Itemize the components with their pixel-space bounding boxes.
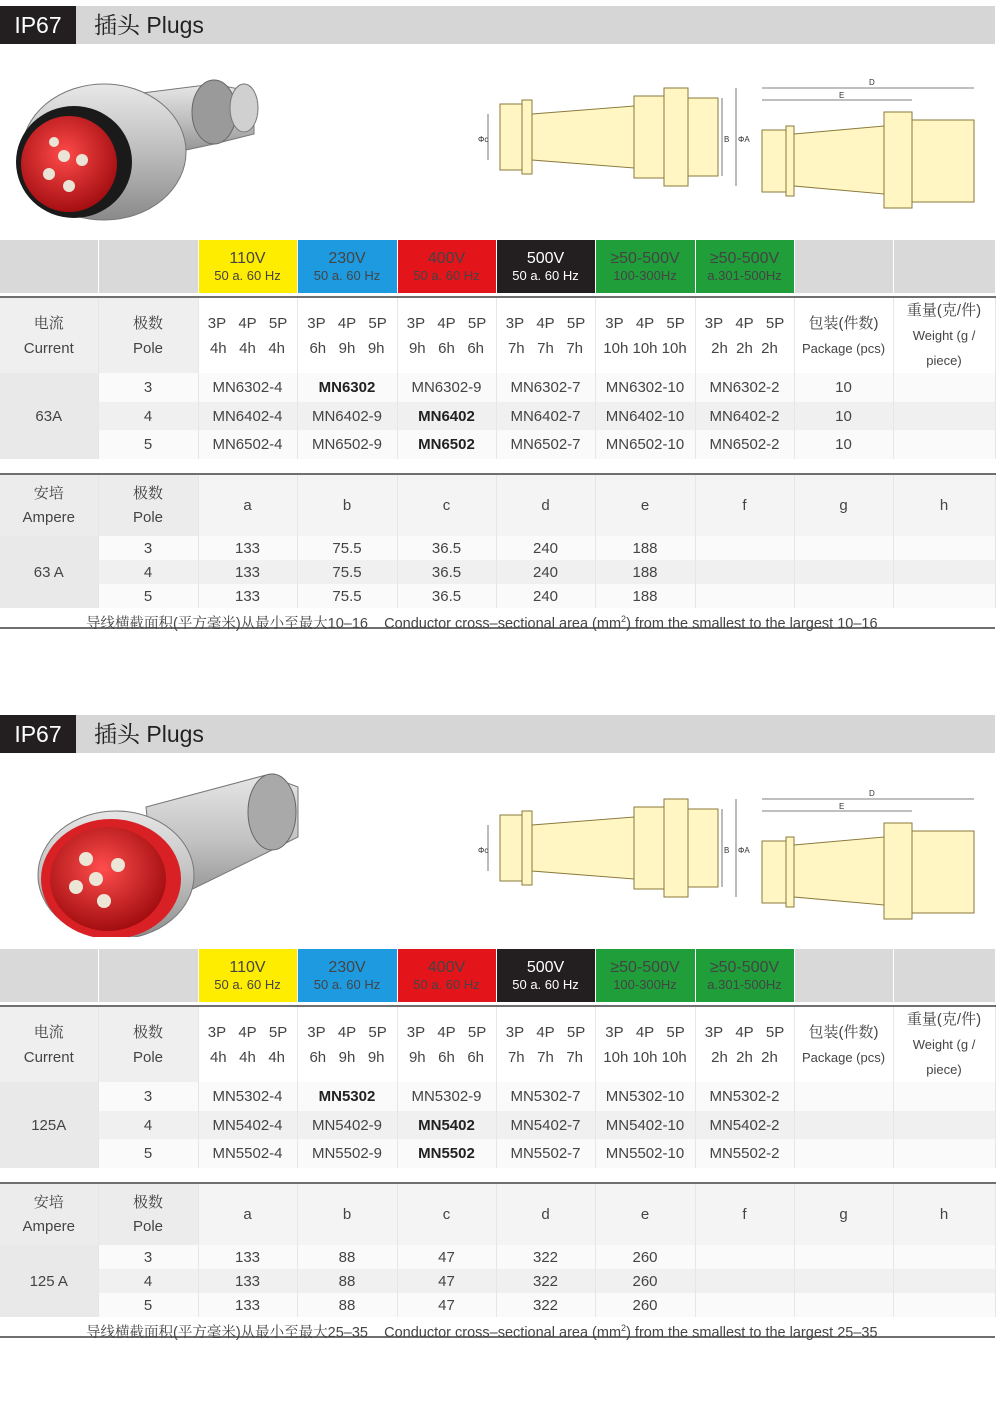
- voltage-230v: 230V 50 a. 60 Hz: [297, 240, 397, 293]
- current-cell: 63A: [0, 373, 98, 459]
- ip-rating-badge: IP67: [0, 715, 76, 753]
- col-header-a: a: [198, 474, 297, 536]
- product-code-cell: MN5402-2: [695, 1111, 794, 1140]
- product-code-table: [0, 296, 996, 459]
- pole-cell: 4: [98, 1111, 198, 1140]
- section-title: 插头 Plugs: [94, 721, 204, 747]
- table-row: [0, 536, 995, 560]
- product-code-cell: MN5502-9: [297, 1139, 397, 1168]
- voltage-400v: 400V 50 a. 60 Hz: [397, 240, 496, 293]
- voltage-50-500v-low: ≥50-500V 100-300Hz: [595, 240, 695, 293]
- voltage-50-500v-low: ≥50-500V 100-300Hz: [595, 949, 695, 1002]
- product-code-cell: MN5302-7: [496, 1082, 595, 1111]
- col-header-g: g: [794, 1183, 893, 1245]
- volt-blank-cell: [893, 240, 995, 293]
- product-code-cell: MN5502-4: [198, 1139, 297, 1168]
- pole-cell: 4: [98, 560, 198, 584]
- product-code-cell: MN5402-9: [297, 1111, 397, 1140]
- col-header-group: 3P 4P 5P 9h 6h 6h: [397, 1006, 496, 1082]
- dimension-value-cell: [794, 1269, 893, 1293]
- pole-cell: 5: [98, 1139, 198, 1168]
- weight-cell: [893, 430, 995, 459]
- conductor-footnote: 导线横截面积(平方毫米)从最小至最大25–35 Conductor cross–sectional area $(mm^2)$ from the smallest to the largest 25–35: [0, 1318, 995, 1338]
- col-header-f: f: [695, 1183, 794, 1245]
- dimension-value-cell: [695, 584, 794, 608]
- col-header-pole: 极数 Pole: [98, 1006, 198, 1082]
- col-header-group: 3P 4P 5P 4h 4h 4h: [198, 297, 297, 373]
- plug-photo: [14, 64, 264, 224]
- volt-blank-cell: [98, 949, 198, 1002]
- product-code-cell: MN5402-7: [496, 1111, 595, 1140]
- dimension-value-cell: [893, 1245, 995, 1269]
- table-row: [0, 1245, 995, 1269]
- col-header-d: d: [496, 1183, 595, 1245]
- dimension-value-cell: [794, 1293, 893, 1317]
- voltage-color-table: [0, 240, 996, 293]
- dimension-value-cell: [794, 536, 893, 560]
- dimension-value-cell: [794, 584, 893, 608]
- dimension-value-cell: 188: [595, 536, 695, 560]
- dimension-drawing: [474, 74, 984, 224]
- current-cell: 125A: [0, 1082, 98, 1168]
- dimension-value-cell: [893, 584, 995, 608]
- dimension-value-cell: 36.5: [397, 536, 496, 560]
- product-code-cell: MN5402-10: [595, 1111, 695, 1140]
- product-code-cell: MN6502: [397, 430, 496, 459]
- pole-cell: 5: [98, 584, 198, 608]
- dimension-value-cell: 47: [397, 1245, 496, 1269]
- dimension-value-cell: 75.5: [297, 584, 397, 608]
- col-header-c: c: [397, 1183, 496, 1245]
- col-header-group: 3P 4P 5P 7h 7h 7h: [496, 297, 595, 373]
- product-code-cell: MN5502-7: [496, 1139, 595, 1168]
- pole-cell: 5: [98, 1293, 198, 1317]
- volt-blank-cell: [0, 240, 98, 293]
- ampere-cell: 125 A: [0, 1245, 98, 1317]
- col-header-e: e: [595, 474, 695, 536]
- package-cell: 10: [794, 402, 893, 431]
- dimension-value-cell: 133: [198, 584, 297, 608]
- pole-cell: 3: [98, 1082, 198, 1111]
- product-section-63a: [0, 0, 1000, 700]
- drawing-label-d: D: [869, 78, 875, 87]
- drawing-label-a: ΦA: [738, 135, 750, 144]
- dimension-value-cell: 133: [198, 1293, 297, 1317]
- drawing-label-b: B: [724, 135, 730, 144]
- voltage-500v: 500V 50 a. 60 Hz: [496, 949, 595, 1002]
- package-cell: [794, 1111, 893, 1140]
- col-header-group: 3P 4P 5P 2h 2h 2h: [695, 297, 794, 373]
- volt-blank-cell: [98, 240, 198, 293]
- table-row: [0, 1139, 995, 1168]
- drawing-label-e: E: [839, 802, 845, 811]
- product-code-cell: MN6302-10: [595, 373, 695, 402]
- col-header-group: 3P 4P 5P 2h 2h 2h: [695, 1006, 794, 1082]
- dimension-value-cell: [695, 536, 794, 560]
- dimension-value-cell: [695, 1245, 794, 1269]
- col-header-b: b: [297, 1183, 397, 1245]
- col-header-f: f: [695, 474, 794, 536]
- dimension-value-cell: 75.5: [297, 560, 397, 584]
- dimension-value-cell: 88: [297, 1269, 397, 1293]
- dimension-value-cell: 88: [297, 1293, 397, 1317]
- dimension-value-cell: 133: [198, 560, 297, 584]
- product-code-cell: MN6402-9: [297, 402, 397, 431]
- table-row: [0, 402, 995, 431]
- dimension-drawing: [474, 785, 984, 935]
- col-header-pole: 极数 Pole: [98, 1183, 198, 1245]
- product-code-cell: MN5302-10: [595, 1082, 695, 1111]
- col-header-group: 3P 4P 5P 10h 10h 10h: [595, 1006, 695, 1082]
- dimension-value-cell: 36.5: [397, 584, 496, 608]
- col-header-current: 电流 Current: [0, 1006, 98, 1082]
- product-code-cell: MN6502-4: [198, 430, 297, 459]
- dimension-value-cell: [794, 1245, 893, 1269]
- section-title: 插头 Plugs: [94, 12, 204, 38]
- product-code-cell: MN5302-9: [397, 1082, 496, 1111]
- voltage-50-500v-high: ≥50-500V a.301-500Hz: [695, 949, 794, 1002]
- weight-cell: [893, 1139, 995, 1168]
- dimension-table: [0, 1182, 996, 1317]
- voltage-400v: 400V 50 a. 60 Hz: [397, 949, 496, 1002]
- package-cell: 10: [794, 430, 893, 459]
- dimension-value-cell: 322: [496, 1269, 595, 1293]
- dimension-value-cell: 260: [595, 1269, 695, 1293]
- dimension-value-cell: 133: [198, 536, 297, 560]
- voltage-110v: 110V 50 a. 60 Hz: [198, 240, 297, 293]
- voltage-color-table: [0, 949, 996, 1002]
- product-code-cell: MN6302-2: [695, 373, 794, 402]
- col-header-group: 3P 4P 5P 6h 9h 9h: [297, 1006, 397, 1082]
- dimension-value-cell: 322: [496, 1245, 595, 1269]
- voltage-500v: 500V 50 a. 60 Hz: [496, 240, 595, 293]
- voltage-110v: 110V 50 a. 60 Hz: [198, 949, 297, 1002]
- dimension-value-cell: 260: [595, 1293, 695, 1317]
- weight-cell: [893, 402, 995, 431]
- table-row: [0, 1293, 995, 1317]
- weight-cell: [893, 373, 995, 402]
- dimension-value-cell: 240: [496, 584, 595, 608]
- dimension-value-cell: 133: [198, 1245, 297, 1269]
- dimension-value-cell: 240: [496, 560, 595, 584]
- pole-cell: 5: [98, 430, 198, 459]
- table-row: [0, 430, 995, 459]
- pole-cell: 3: [98, 1245, 198, 1269]
- product-code-cell: MN6502-9: [297, 430, 397, 459]
- product-code-cell: MN5502-2: [695, 1139, 794, 1168]
- dimension-value-cell: [893, 560, 995, 584]
- volt-blank-cell: [794, 949, 893, 1002]
- col-header-b: b: [297, 474, 397, 536]
- col-header-group: 3P 4P 5P 6h 9h 9h: [297, 297, 397, 373]
- col-header-g: g: [794, 474, 893, 536]
- table-row: [0, 1111, 995, 1140]
- product-code-cell: MN6402-4: [198, 402, 297, 431]
- dimension-value-cell: 75.5: [297, 536, 397, 560]
- pole-cell: 4: [98, 1269, 198, 1293]
- dimension-value-cell: 36.5: [397, 560, 496, 584]
- product-code-cell: MN6402: [397, 402, 496, 431]
- drawing-label-d: D: [869, 789, 875, 798]
- table-row: [0, 584, 995, 608]
- drawing-label-b: B: [724, 846, 730, 855]
- product-code-cell: MN6502-10: [595, 430, 695, 459]
- dimension-value-cell: [695, 1269, 794, 1293]
- dimension-value-cell: [695, 560, 794, 584]
- conductor-footnote: 导线横截面积(平方毫米)从最小至最大10–16 Conductor cross–sectional area $(mm^2)$ from the smallest to the largest 10–16: [0, 609, 995, 629]
- plug-photo: [36, 767, 306, 937]
- product-code-cell: MN6502-7: [496, 430, 595, 459]
- volt-blank-cell: [893, 949, 995, 1002]
- product-code-cell: MN6302-7: [496, 373, 595, 402]
- section-header: [0, 715, 995, 753]
- product-code-cell: MN6302-4: [198, 373, 297, 402]
- col-header-h: h: [893, 1183, 995, 1245]
- col-header-a: a: [198, 1183, 297, 1245]
- product-code-cell: MN6402-7: [496, 402, 595, 431]
- package-cell: [794, 1139, 893, 1168]
- product-code-cell: MN6302-9: [397, 373, 496, 402]
- table-row: [0, 373, 995, 402]
- product-code-cell: MN6302: [297, 373, 397, 402]
- col-header-ampere: 安培 Ampere: [0, 1183, 98, 1245]
- dimension-value-cell: 133: [198, 1269, 297, 1293]
- dimension-value-cell: 260: [595, 1245, 695, 1269]
- table-row: [0, 560, 995, 584]
- weight-cell: [893, 1111, 995, 1140]
- dimension-value-cell: [893, 1269, 995, 1293]
- product-code-cell: MN5302-4: [198, 1082, 297, 1111]
- product-section-125a: [0, 709, 1000, 1409]
- table-row: [0, 1269, 995, 1293]
- col-header-group: 3P 4P 5P 7h 7h 7h: [496, 1006, 595, 1082]
- ip-rating-badge: IP67: [0, 6, 76, 44]
- dimension-value-cell: 188: [595, 560, 695, 584]
- product-code-cell: MN5402: [397, 1111, 496, 1140]
- dimension-value-cell: 322: [496, 1293, 595, 1317]
- dimension-value-cell: 188: [595, 584, 695, 608]
- product-code-cell: MN5302: [297, 1082, 397, 1111]
- col-header-group: 3P 4P 5P 9h 6h 6h: [397, 297, 496, 373]
- ampere-cell: 63 A: [0, 536, 98, 608]
- product-code-cell: MN6502-2: [695, 430, 794, 459]
- table-row: [0, 1082, 995, 1111]
- col-header-c: c: [397, 474, 496, 536]
- col-header-package: 包装(件数) Package (pcs): [794, 1006, 893, 1082]
- pole-cell: 3: [98, 536, 198, 560]
- col-header-pole: 极数 Pole: [98, 474, 198, 536]
- dimension-value-cell: [695, 1293, 794, 1317]
- product-code-table: [0, 1005, 996, 1168]
- product-code-cell: MN5502-10: [595, 1139, 695, 1168]
- dimension-value-cell: 88: [297, 1245, 397, 1269]
- col-header-current: 电流 Current: [0, 297, 98, 373]
- product-code-cell: MN6402-10: [595, 402, 695, 431]
- col-header-weight: 重量(克/件) Weight (g / piece): [893, 297, 995, 373]
- col-header-package: 包装(件数) Package (pcs): [794, 297, 893, 373]
- weight-cell: [893, 1082, 995, 1111]
- drawing-label-e: E: [839, 91, 845, 100]
- pole-cell: 4: [98, 402, 198, 431]
- col-header-h: h: [893, 474, 995, 536]
- product-code-cell: MN6402-2: [695, 402, 794, 431]
- section-header: [0, 6, 995, 44]
- drawing-label-a: ΦA: [738, 846, 750, 855]
- voltage-230v: 230V 50 a. 60 Hz: [297, 949, 397, 1002]
- package-cell: 10: [794, 373, 893, 402]
- dimension-value-cell: 47: [397, 1293, 496, 1317]
- volt-blank-cell: [0, 949, 98, 1002]
- volt-blank-cell: [794, 240, 893, 293]
- drawing-label-c: Φc: [478, 135, 489, 144]
- dimension-table: [0, 473, 996, 608]
- package-cell: [794, 1082, 893, 1111]
- dimension-value-cell: [893, 536, 995, 560]
- col-header-pole: 极数 Pole: [98, 297, 198, 373]
- dimension-value-cell: 240: [496, 536, 595, 560]
- product-code-cell: MN5302-2: [695, 1082, 794, 1111]
- voltage-50-500v-high: ≥50-500V a.301-500Hz: [695, 240, 794, 293]
- dimension-value-cell: [893, 1293, 995, 1317]
- product-code-cell: MN5402-4: [198, 1111, 297, 1140]
- col-header-e: e: [595, 1183, 695, 1245]
- dimension-value-cell: [794, 560, 893, 584]
- col-header-group: 3P 4P 5P 4h 4h 4h: [198, 1006, 297, 1082]
- col-header-weight: 重量(克/件) Weight (g / piece): [893, 1006, 995, 1082]
- drawing-label-c: Φc: [478, 846, 489, 855]
- col-header-d: d: [496, 474, 595, 536]
- col-header-ampere: 安培 Ampere: [0, 474, 98, 536]
- dimension-value-cell: 47: [397, 1269, 496, 1293]
- pole-cell: 3: [98, 373, 198, 402]
- product-code-cell: MN5502: [397, 1139, 496, 1168]
- col-header-group: 3P 4P 5P 10h 10h 10h: [595, 297, 695, 373]
